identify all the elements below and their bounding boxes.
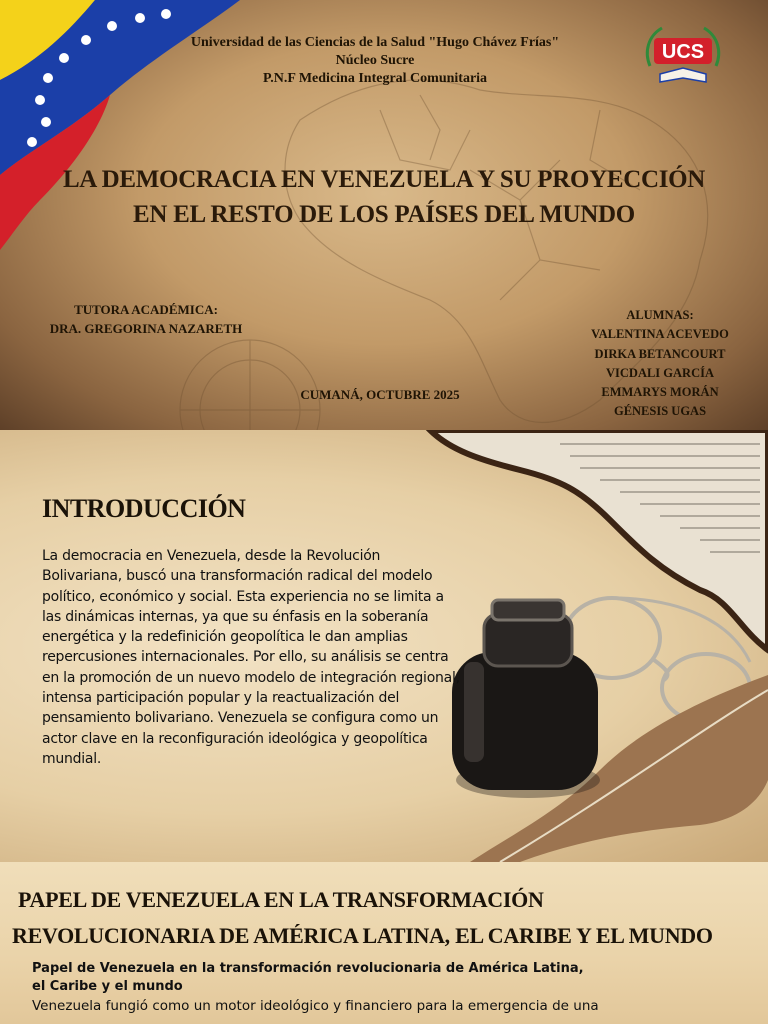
role-title-line-1: PAPEL DE VENEZUELA EN LA TRANSFORMACIÓN (18, 887, 544, 912)
role-subtitle: Papel de Venezuela en la transformación revolucionaria de América Latina, el Caribe y el mundo (32, 961, 584, 994)
students-block (576, 306, 744, 422)
tutor-name: DRA. GREGORINA NAZARETH (49, 321, 243, 336)
role-title (12, 882, 768, 954)
student-name: EMMARYS MORÁN (601, 385, 719, 400)
student-name: VALENTINA ACEVEDO (591, 327, 729, 342)
venezuela-role-slide (0, 862, 768, 1024)
introduction-slide (0, 430, 768, 862)
tutor-block (34, 300, 258, 338)
role-title-line-2: REVOLUCIONARIA DE AMÉRICA LATINA, EL CARIBE Y EL MUNDO (12, 923, 713, 948)
students-label: ALUMNAS: (626, 308, 694, 322)
institution-branch: Núcleo Sucre (335, 53, 415, 68)
institution-name: Universidad de las Ciencias de la Salud "Hugo Chávez Frías" (190, 35, 560, 50)
ucs-logo (640, 22, 726, 94)
cover-slide (0, 0, 768, 430)
student-name: GÉNESIS UGAS (613, 404, 707, 419)
cover-title (30, 162, 738, 232)
role-body: Venezuela fungió como un motor ideológico y financiero para la emergencia de una (32, 998, 599, 1014)
student-name: VICDALI GARCÍA (606, 365, 714, 380)
intro-title: INTRODUCCIÓN (42, 494, 246, 523)
tutor-label: TUTORA ACADÉMICA: (74, 302, 218, 317)
cover-title-line-2: EN EL RESTO DE LOS PAÍSES DEL MUNDO (133, 201, 635, 228)
cover-title-line-1: LA DEMOCRACIA EN VENEZUELA Y SU PROYECCIÓN (62, 166, 706, 193)
logo-text: UCS (661, 41, 705, 63)
institution-program: P.N.F Medicina Integral Comunitaria (262, 71, 488, 86)
intro-body: La democracia en Venezuela, desde la Revolución Bolivariana, buscó una transformación radical del modelo político, económico y social. Esta experiencia no se limita a las dinámicas internas, ya que su énfasis en la soberanía energética y la redefinición geopolítica le dan amplias repercusiones internacionales. Por ello, su análisis se centra en la promoción de un nuevo modelo de integración regional, intensa participación popular y la reactualización del pensamiento bolivariano. Venezuela se configura como un actor clave en la reconfiguración ideológica y geopolítica mundial. (42, 548, 460, 767)
institution-header (170, 34, 580, 88)
place-date: CUMANÁ, OCTUBRE 2025 (300, 387, 460, 402)
student-name: DIRKA BETANCOURT (594, 346, 726, 361)
